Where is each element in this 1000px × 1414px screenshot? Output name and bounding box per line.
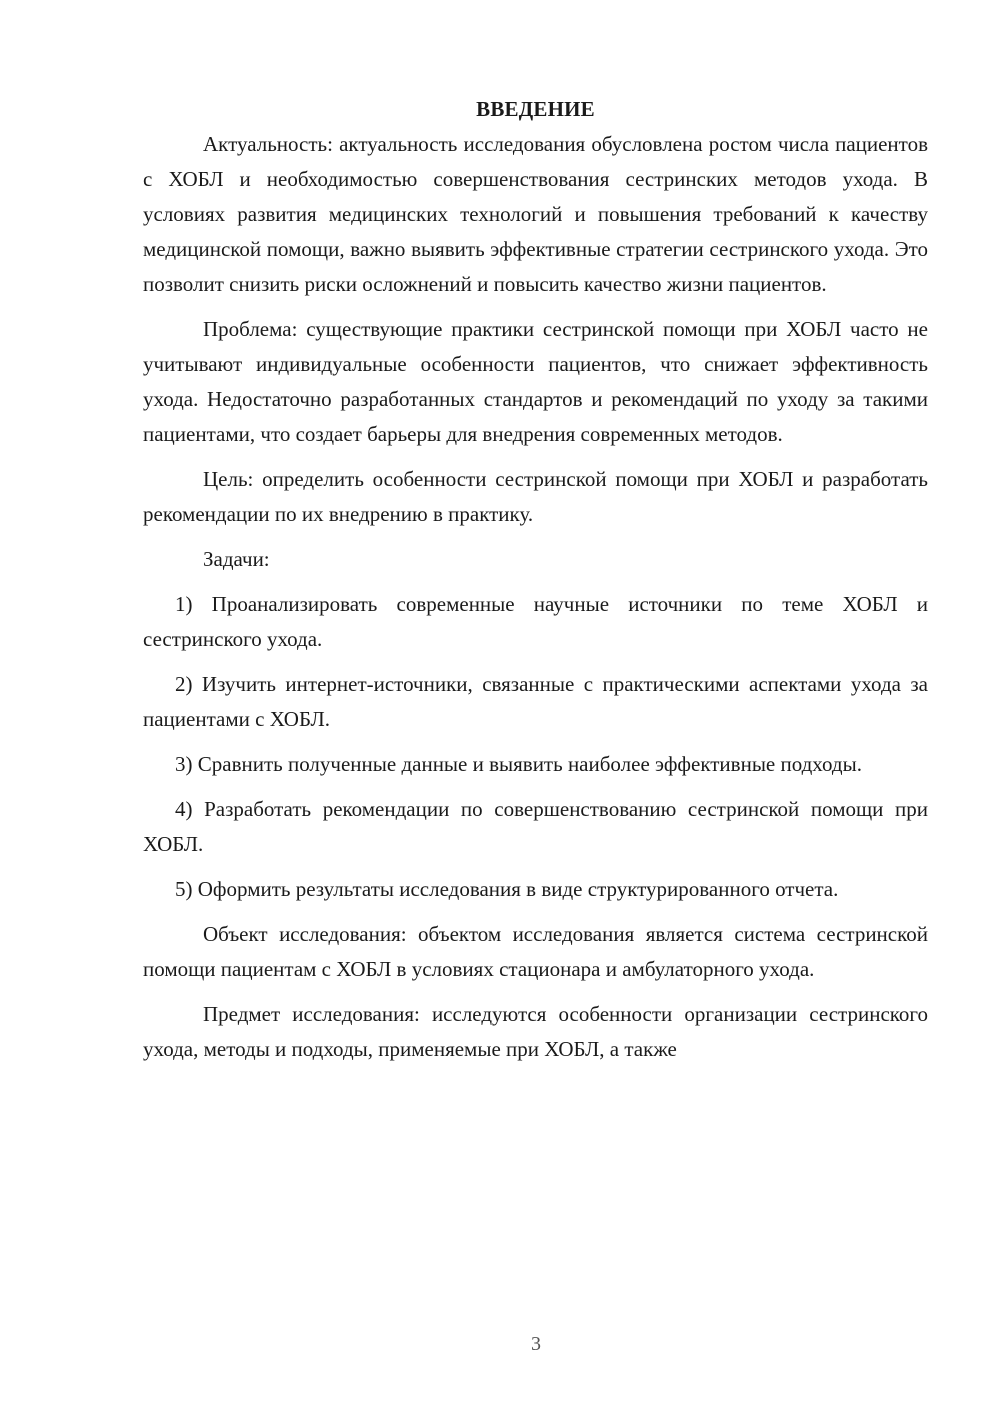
tasks-label: Задачи: <box>203 547 270 571</box>
paragraph-relevance: Актуальность: актуальность исследования обусловлена ростом числа пациентов с ХОБЛ и необходимостью совершенствования сестринских методов ухода. В условиях развития медицинских технологий и повышения требований к качеству медицинской помощи, важно выявить эффективные стратегии сестринского ухода. Это позволит снизить риски осложнений и повысить качество жизни пациентов. <box>143 132 928 296</box>
section-heading: ВВЕДЕНИЕ <box>476 97 595 121</box>
paragraph-object: Объект исследования: объектом исследования является система сестринской помощи пациентам с ХОБЛ в условиях стационара и амбулаторного ухода. <box>143 922 928 981</box>
task-item-2: 2) Изучить интернет-источники, связанные с практическими аспектами ухода за пациентами с ХОБЛ. <box>143 672 928 731</box>
task-item-4: 4) Разработать рекомендации по совершенствованию сестринской помощи при ХОБЛ. <box>143 797 928 856</box>
document-page <box>143 92 928 1077</box>
paragraph-problem: Проблема: существующие практики сестринской помощи при ХОБЛ часто не учитывают индивидуальные особенности пациентов, что снижает эффективность ухода. Недостаточно разработанных стандартов и рекомендаций по уходу за такими пациентами, что создает барьеры для внедрения современных методов. <box>143 317 928 446</box>
paragraph-goal: Цель: определить особенности сестринской помощи при ХОБЛ и разработать рекомендации по их внедрению в практику. <box>143 467 928 526</box>
paragraph-subject: Предмет исследования: исследуются особенности организации сестринского ухода, методы и подходы, применяемые при ХОБЛ, а также <box>143 1002 928 1061</box>
task-item-1: 1) Проанализировать современные научные источники по теме ХОБЛ и сестринского ухода. <box>143 592 928 651</box>
task-item-3: 3) Сравнить полученные данные и выявить наиболее эффективные подходы. <box>175 752 862 776</box>
page-number: 3 <box>531 1333 541 1355</box>
task-item-5: 5) Оформить результаты исследования в виде структурированного отчета. <box>175 877 839 901</box>
